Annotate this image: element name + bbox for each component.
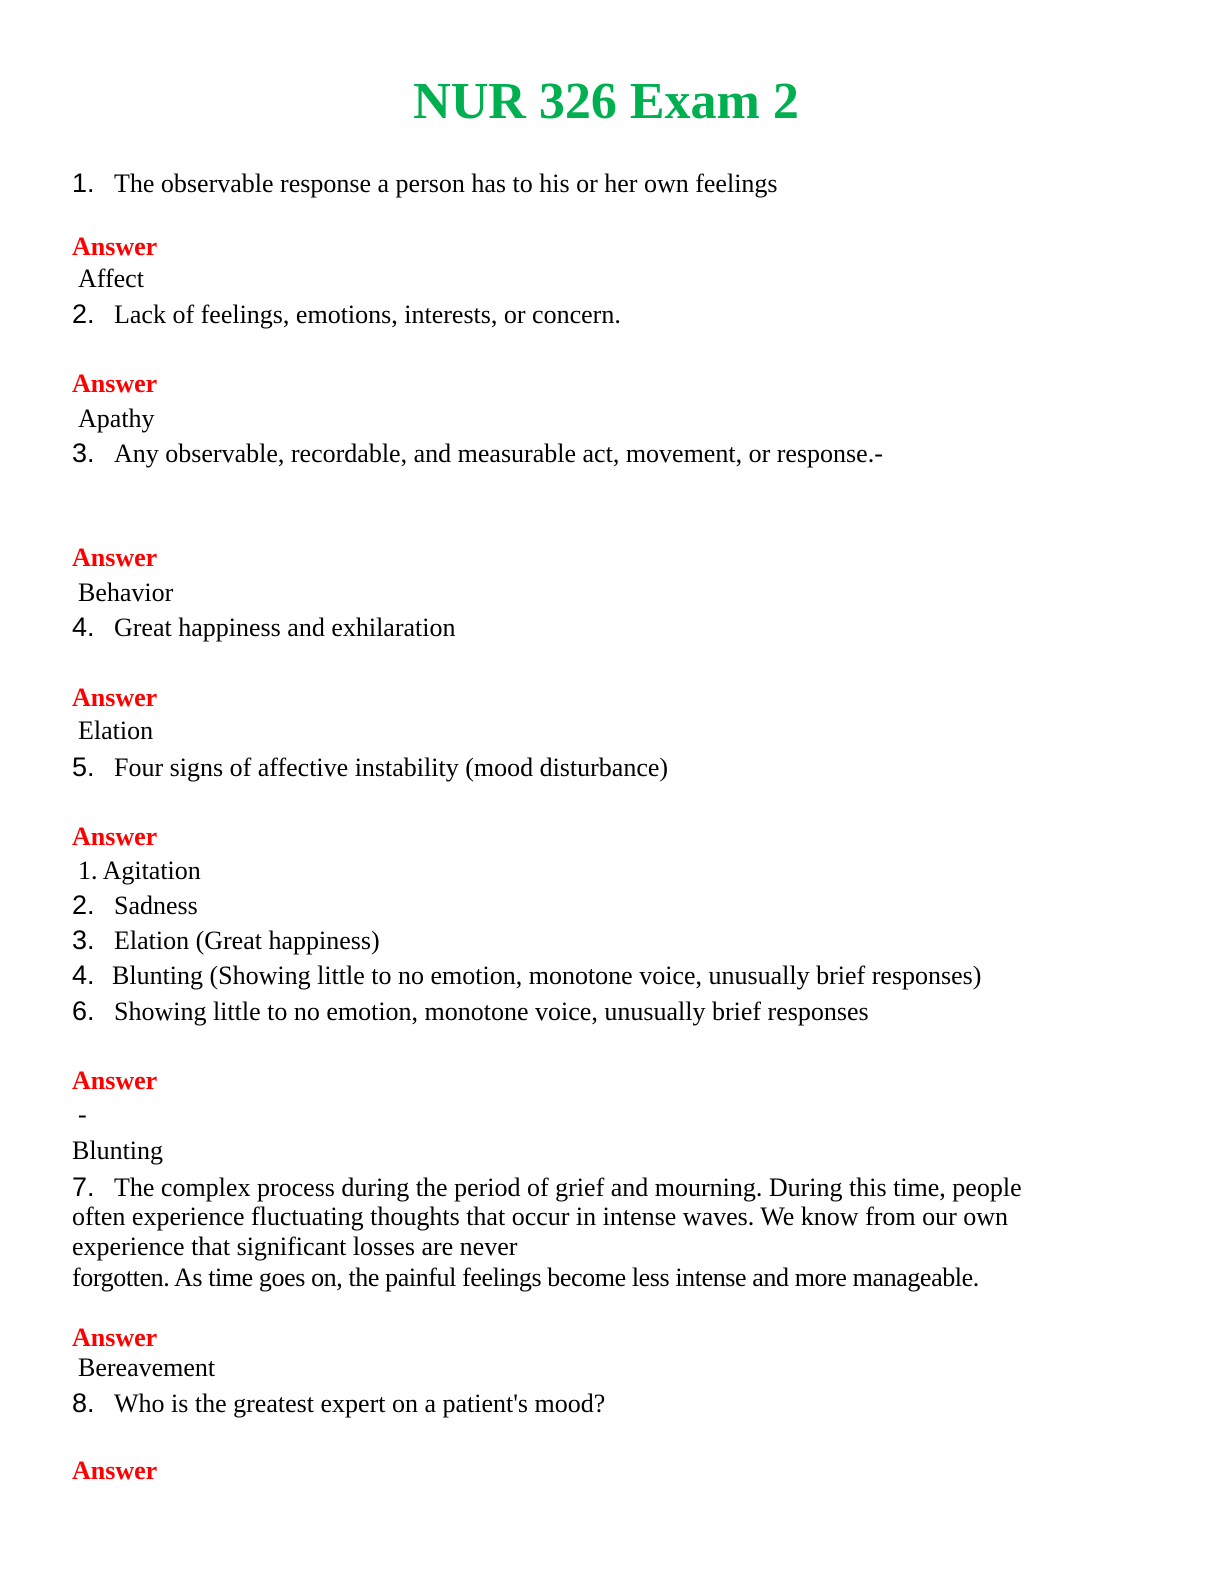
question-2 [72,299,621,330]
list-item [72,925,380,956]
answer-label: Answer [72,683,158,712]
answer-text: 1. Agitation [78,856,201,885]
list-number: 2. [72,890,95,920]
list-item [72,890,198,921]
question-text: Great happiness and exhilaration [114,613,456,642]
list-text: Sadness [114,891,198,920]
answer-label: Answer [72,369,158,398]
list-text: Blunting (Showing little to no emotion, monotone voice, unusually brief responses) [112,961,982,990]
question-number: 7. [72,1172,95,1202]
question-6 [72,996,869,1027]
question-1 [72,168,778,199]
question-text: Showing little to no emotion, monotone voice, unusually brief responses [114,997,869,1026]
question-number: 5. [72,752,95,782]
question-5 [72,752,668,783]
question-8 [72,1388,605,1419]
question-text: forgotten. As time goes on, the painful feelings become less intense and more manageable. [72,1263,979,1292]
answer-label: Answer [72,543,158,572]
question-text: Any observable, recordable, and measurable act, movement, or response.- [114,439,883,468]
question-text: often experience fluctuating thoughts that occur in intense waves. We know from our own [72,1202,1009,1231]
answer-text: Apathy [78,404,155,433]
answer-label: Answer [72,822,158,851]
question-number: 2. [72,299,95,329]
list-number: 4. [72,960,95,990]
answer-text: Affect [78,264,144,293]
list-number: 3. [72,925,95,955]
question-text: Four signs of affective instability (mood disturbance) [114,753,669,782]
question-3 [72,438,883,469]
question-text: Lack of feelings, emotions, interests, or concern. [114,300,621,329]
answer-text: Blunting [72,1136,164,1165]
question-text: experience that significant losses are never [72,1232,518,1261]
question-number: 3. [72,438,95,468]
question-number: 6. [72,996,95,1026]
answer-text: Behavior [78,578,174,607]
answer-label: Answer [72,1323,158,1352]
answer-label: Answer [72,1456,158,1485]
question-number: 4. [72,612,95,642]
question-text: The complex process during the period of grief and mourning. During this time, people [114,1173,1022,1202]
question-number: 8. [72,1388,95,1418]
answer-dash: - [78,1100,87,1129]
question-text: Who is the greatest expert on a patient's mood? [114,1389,606,1418]
question-7 [72,1172,1022,1203]
question-number: 1. [72,168,95,198]
answer-text: Elation [78,716,154,745]
answer-label: Answer [72,1066,158,1095]
question-4 [72,612,456,643]
list-text: Elation (Great happiness) [114,926,380,955]
list-item [72,960,981,991]
page-title: NUR 326 Exam 2 [413,73,799,130]
answer-text: Bereavement [78,1353,216,1382]
answer-label: Answer [72,232,158,261]
question-text: The observable response a person has to his or her own feelings [114,169,778,198]
